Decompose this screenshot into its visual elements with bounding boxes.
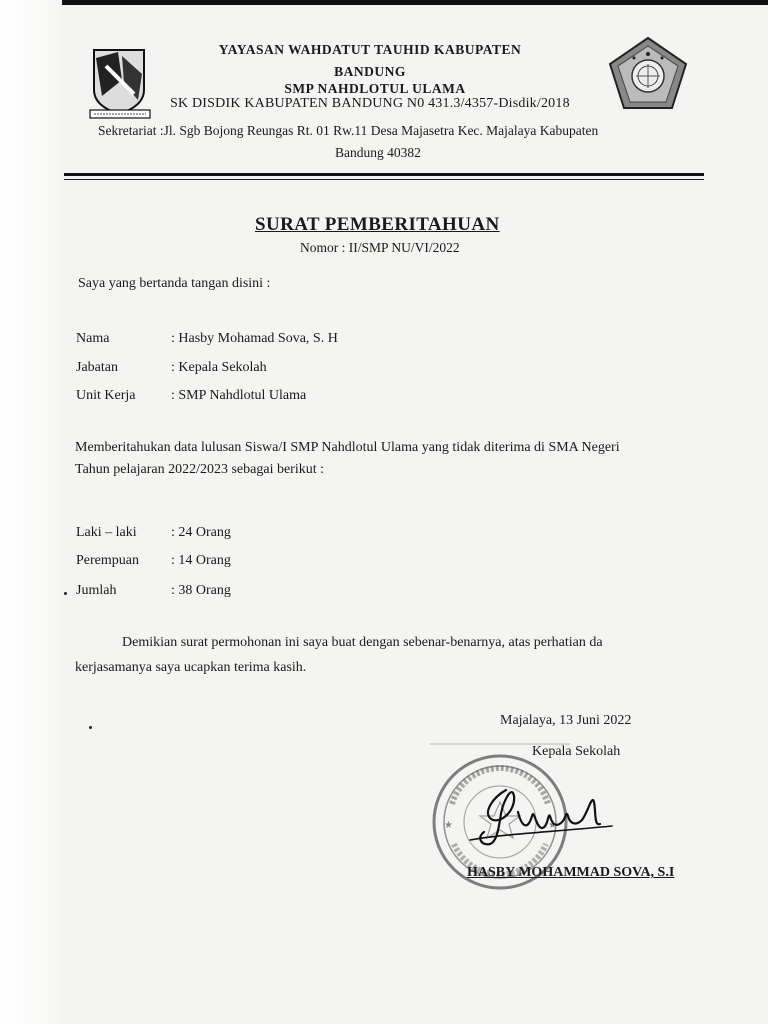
svg-text:★: ★ — [444, 820, 453, 831]
closing-line2: kerjasamanya saya ucapkan terima kasih. — [75, 660, 307, 675]
identity-label-unit: Unit Kerja — [76, 388, 136, 403]
page-left-margin — [0, 0, 62, 1024]
letter-title: SURAT PEMBERITAHUAN — [255, 214, 500, 235]
foundation-name-line2: BANDUNG — [334, 64, 406, 79]
page-top-edge — [62, 0, 768, 5]
foundation-name-line1: YAYASAN WAHDATUT TAUHID KABUPATEN — [218, 42, 522, 57]
stat-value-male: : 24 Orang — [171, 525, 231, 540]
intro-text: Saya yang bertanda tangan disini : — [78, 276, 271, 291]
stat-label-male: Laki – laki — [76, 525, 137, 540]
identity-value-name: : Hasby Mohamad Sova, S. H — [171, 331, 338, 346]
school-name: SMP NAHDLOTUL ULAMA — [284, 81, 466, 96]
notice-line2: Tahun pelajaran 2022/2023 sebagai berikut : — [75, 462, 324, 477]
identity-value-unit: : SMP Nahdlotul Ulama — [171, 388, 307, 403]
sk-number: SK DISDIK KABUPATEN BANDUNG N0 431.3/4357-Disdik/2018 — [170, 96, 570, 111]
address-line2: Bandung 40382 — [335, 145, 421, 160]
place-and-date: Majalaya, 13 Juni 2022 — [500, 713, 632, 728]
stat-label-female: Perempuan — [76, 553, 139, 568]
stray-mark — [64, 592, 67, 595]
stat-label-total: Jumlah — [76, 583, 117, 598]
letter-number: Nomor : II/SMP NU/VI/2022 — [300, 240, 460, 255]
svg-text:★: ★ — [548, 820, 557, 831]
letterhead-rule-thick — [64, 173, 704, 176]
stat-value-female: : 14 Orang — [171, 553, 231, 568]
identity-label-position: Jabatan — [76, 360, 118, 375]
handwritten-signature — [462, 772, 622, 852]
identity-value-position: : Kepala Sekolah — [171, 360, 267, 375]
signatory-name: HASBY MOHAMMAD SOVA, S.I — [467, 865, 675, 880]
address-line1: Sekretariat :Jl. Sgb Bojong Reungas Rt. 01 Rw.11 Desa Majasetra Kec. Majalaya Kabupaten — [98, 123, 599, 138]
identity-label-name: Nama — [76, 331, 110, 346]
stray-mark — [89, 726, 92, 729]
closing-line1: Demikian surat permohonan ini saya buat dengan sebenar-benarnya, atas perhatian da — [122, 635, 603, 650]
notice-line1: Memberitahukan data lulusan Siswa/I SMP Nahdlotul Ulama yang tidak diterima di SMA Negeri — [75, 440, 620, 455]
nahdlatul-ulama-emblem-icon — [606, 36, 690, 112]
signatory-position: Kepala Sekolah — [532, 744, 621, 759]
stat-value-total: : 38 Orang — [171, 583, 231, 598]
regency-emblem-icon — [88, 44, 158, 120]
letterhead-rule-thin — [64, 179, 704, 180]
